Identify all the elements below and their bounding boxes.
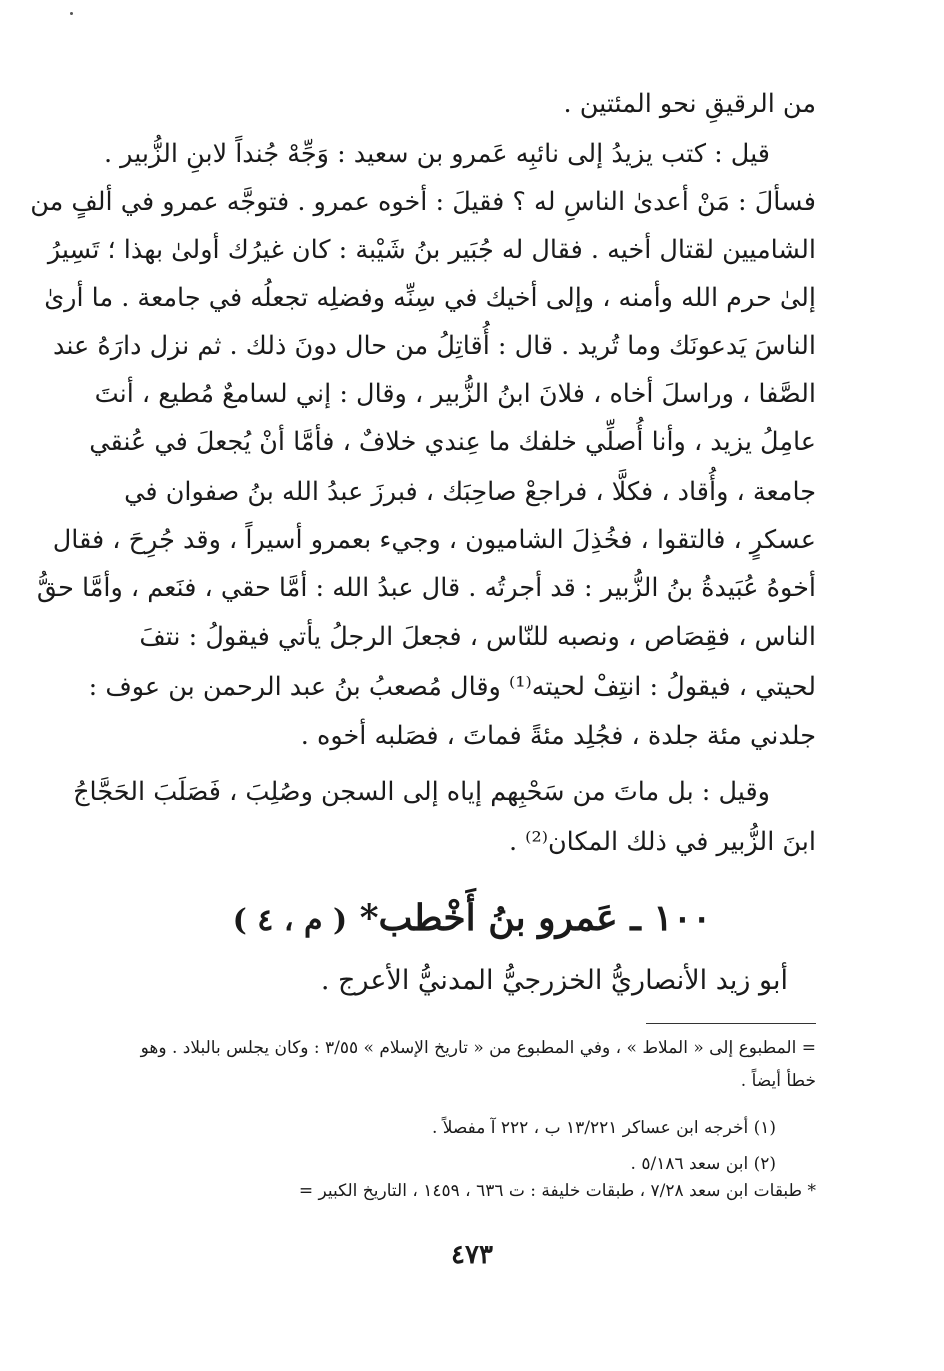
- body-line: جامعة ، وأُقاد ، فكلَّا ، فراجعْ صاحِبَك ، فبرزَ عبدُ الله بنُ صفوان في: [124, 477, 816, 507]
- page-number: ٤٧٣: [451, 1240, 493, 1270]
- footnote-line: (١) أخرجه ابن عساكر ١٣/٢٢١ ب ، ٢٢٢ آ مفصلاً .: [431, 1118, 776, 1138]
- body-line: وقيل : بل ماتَ من سَحْبِهم إياه إلى السجن وصُلِبَ ، فَصَلَبَ الحَجَّاجُ: [73, 777, 770, 807]
- entry-codes: ( م ، ٤ ): [232, 903, 348, 938]
- body-line: الناسَ يَدعونَك وما تُريد . قال : أُقاتِلُ من حال دونَ ذلك . ثم نزل دارَهُ عند: [52, 331, 816, 361]
- body-line: فسألَ : مَنْ أعدىٰ الناسِ له ؟ فقيلَ : أخوه عمرو . فتوجَّه عمرو في ألفٍ من: [30, 187, 816, 217]
- footnote-rule: [646, 1023, 816, 1024]
- entry-heading: [0, 897, 944, 939]
- entry-number: ١٠٠ ـ: [630, 897, 712, 939]
- scan-speck: [70, 12, 73, 15]
- body-line: قيل : كتب يزيدُ إلى نائبِه عَمرو بن سعيد : وَجِّهْ جُنداً لابنِ الزُّبير .: [103, 139, 770, 169]
- body-line: جلدني مئة جلدة ، فجُلِد مئةً فماتَ ، فصَلبه أخوه .: [300, 721, 816, 751]
- body-line: لحيتي ، فيقولُ : انتِفْ لحيته⁽¹⁾ وقال مُصعبُ بنُ عبد الرحمن بن عوف :: [88, 672, 816, 702]
- entry-subtitle: أبو زيد الأنصاريُّ الخزرجيُّ المدنيُّ الأعرج .: [320, 965, 788, 996]
- body-line: الناس ، فقِصَاص ، ونصبه للنّاس ، فجعلَ الرجلُ يأتي فيقولُ : نتفَ: [139, 622, 816, 652]
- entry-star: *: [359, 897, 379, 939]
- body-line: الصَّفا ، وراسلَ أخاه ، فلانَ ابنُ الزُّبير ، وقال : إني لسامعٌ مُطيع ، أنتَ: [94, 379, 816, 409]
- body-line: من الرقيقِ نحو المئتين .: [563, 89, 816, 119]
- footnote-line: خطأ أيضاً .: [740, 1071, 816, 1091]
- body-line: عامِلُ يزيد ، وأنا أُصلِّي خلفك ما عِندي خلافٌ ، فأمَّا أنْ يُجعلَ في عُنقي: [89, 427, 816, 457]
- body-line: إلىٰ حرم الله وأمنه ، وإلى أخيك في سِنِّه وفضلِه تجعلُه في جامعة . ما أرىٰ: [44, 283, 816, 313]
- footnote-line: (٢) ابن سعد ٥/١٨٦ .: [630, 1154, 776, 1174]
- body-line: عسكرٍ ، فالتقوا ، فخُذِلَ الشاميون ، وجيء بعمرو أسيراً ، وقد جُرِحَ ، فقال: [52, 525, 816, 555]
- entry-name: عَمرو بنُ أَخْطب: [378, 897, 618, 939]
- footnote-line: = المطبوع إلى « الملاط » ، وفي المطبوع من « تاريخ الإسلام » ٣/٥٥ : وكان يجلس بالبلاد . وهو: [140, 1038, 816, 1058]
- footnote-line: * طبقات ابن سعد ٧/٢٨ ، طبقات خليفة : ت ٦٣٦ ، ١٤٥٩ ، التاريخ الكبير =: [298, 1181, 816, 1201]
- body-line: ابنَ الزُّبير في ذلك المكان⁽²⁾ .: [508, 827, 816, 857]
- body-line: الشاميين لقتال أخيه . فقال له جُبَير بنُ شَيْبة : كان غيرُك أولىٰ بهذا ؛ تَسِيرُ: [47, 235, 816, 265]
- body-line: أخوهُ عُبَيدةُ بنُ الزُّبير : قد أجرتُه . قال عبدُ الله : أمَّا حقي ، فنَعم ، وأمَّا حقُّ: [36, 573, 816, 603]
